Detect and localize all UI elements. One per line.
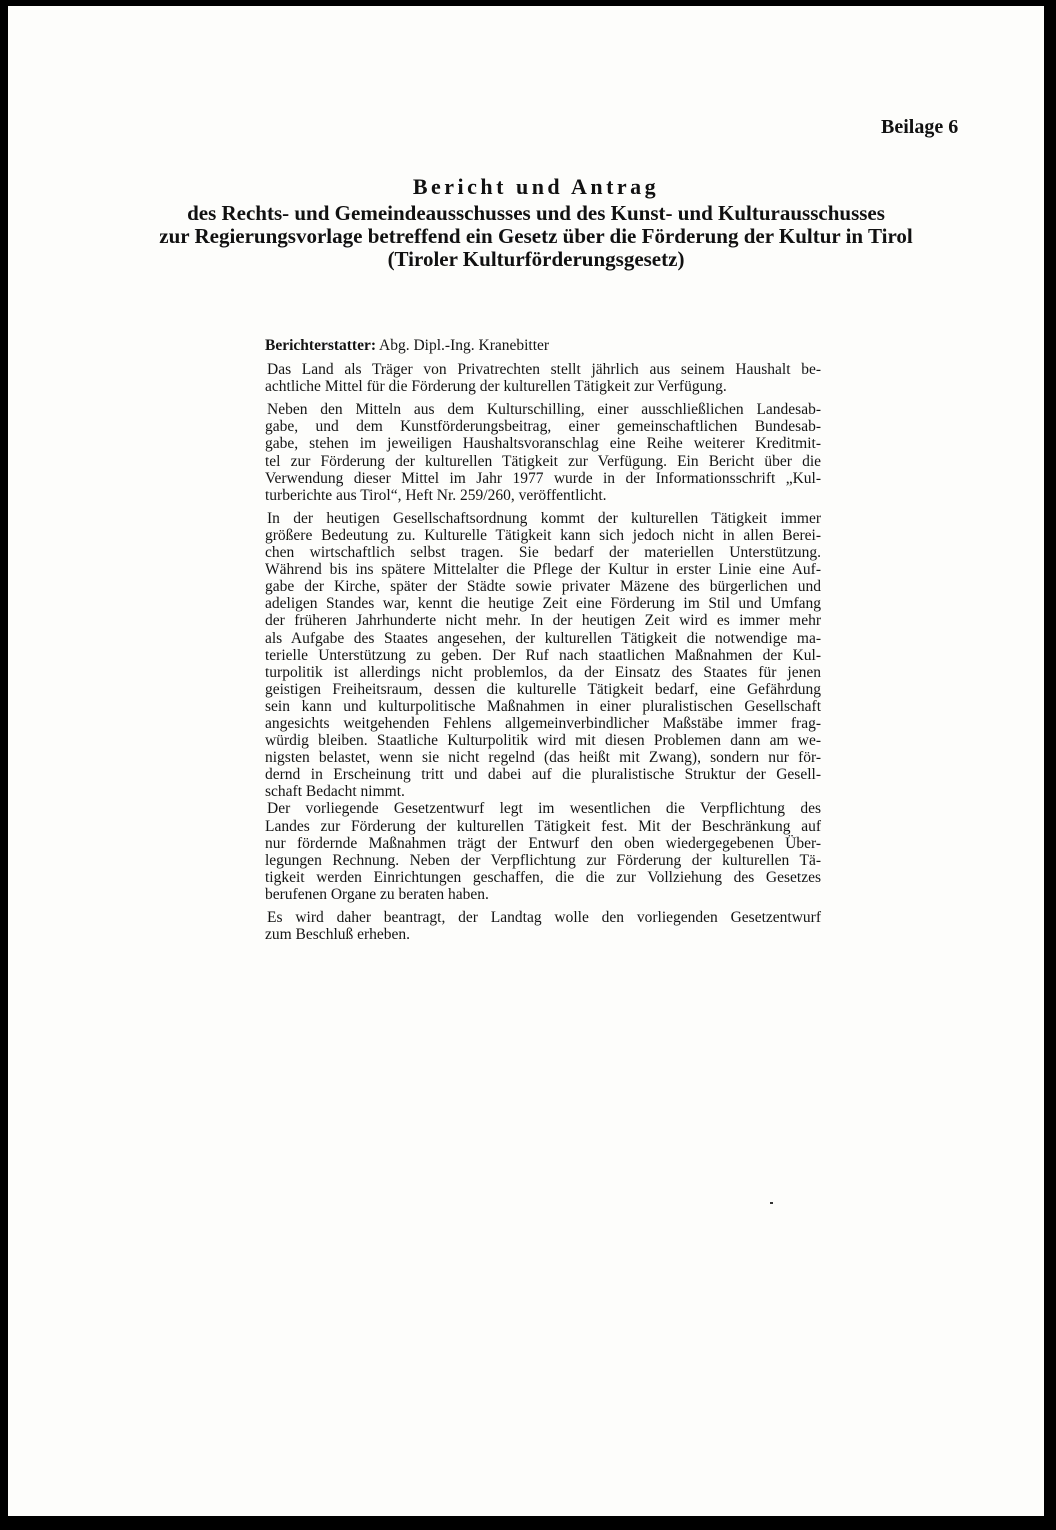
paragraph-line: nur fördernde Maßnahmen trägt der Entwurf den oben wiedergegebenen Über- bbox=[265, 834, 821, 852]
paragraph-line: Der vorliegende Gesetzentwurf legt im wesentlichen die Verpflichtung des bbox=[267, 800, 821, 818]
paragraph-4 bbox=[265, 800, 821, 903]
paragraph-line: Verwendung dieser Mittel im Jahr 1977 wurde in der Informationsschrift „Kul- bbox=[265, 469, 821, 487]
paragraph-1 bbox=[265, 361, 821, 395]
paragraph-line: Landes zur Förderung der kulturellen Tätigkeit fest. Mit der Beschränkung auf bbox=[265, 817, 821, 835]
paragraphs-container bbox=[265, 361, 821, 943]
paragraph-line: sein kann und kulturpolitische Maßnahmen in einer pluralistischen Gesellschaft bbox=[265, 697, 821, 715]
paragraph-line: chen wirtschaftlich selbst tragen. Sie bedarf der materiellen Unterstützung. bbox=[265, 544, 821, 562]
paragraph-line: legungen Rechnung. Neben der Verpflichtung zur Förderung der kulturellen Tä- bbox=[265, 851, 821, 869]
paragraph-line: tigkeit werden Einrichtungen geschaffen, die die zur Vollziehung des Gesetzes bbox=[265, 868, 821, 886]
paragraph-line: Während bis ins spätere Mittelalter die Pflege der Kultur in erster Linie eine Auf- bbox=[265, 561, 821, 579]
paragraph-line: Neben den Mitteln aus dem Kulturschilling, einer ausschließlichen Landesab- bbox=[267, 401, 821, 419]
paragraph-line: schaft Bedacht nimmt. bbox=[265, 783, 405, 801]
paragraph-3 bbox=[265, 510, 821, 801]
main-title: Bericht und Antrag bbox=[412, 174, 660, 199]
paragraph-line: tel zur Förderung der kulturellen Tätigkeit zur Verfügung. Ein Bericht über die bbox=[265, 452, 821, 470]
subtitle-line-3: (Tiroler Kulturförderungsgesetz) bbox=[387, 247, 685, 271]
paragraph-line: terielle Unterstützung zu geben. Der Ruf nach staatlichen Maßnahmen der Kul- bbox=[265, 646, 821, 664]
paragraph-line: angesichts weitgehenden Fehlens allgemeinverbindlicher Maßstäbe immer frag- bbox=[265, 714, 821, 732]
reporter-line bbox=[265, 337, 821, 354]
paragraph-line: turpolitik ist allerdings nicht problemlos, da der Einsatz des Staates für jenen bbox=[265, 663, 821, 681]
reporter-label: Berichterstatter: bbox=[265, 337, 377, 354]
paragraph-line: turberichte aus Tirol“, Heft Nr. 259/260, veröffentlicht. bbox=[265, 486, 607, 504]
body-text bbox=[265, 337, 821, 943]
paragraph-line: zum Beschluß erheben. bbox=[265, 926, 411, 944]
appendix-label: Beilage 6 bbox=[881, 116, 959, 138]
paragraph-line: größere Bedeutung zu. Kulturelle Tätigkeit kann sich jedoch nicht in allen Berei- bbox=[265, 526, 821, 544]
paragraph-line: gabe der Kirche, später der Städte sowie privater Mäzene des bürgerlichen und bbox=[265, 578, 821, 596]
paragraph-line: In der heutigen Gesellschaftsordnung kommt der kulturellen Tätigkeit immer bbox=[267, 509, 821, 527]
paragraph-line: berufenen Organe zu beraten haben. bbox=[265, 885, 489, 903]
subtitle-line-1: des Rechts- und Gemeindeausschusses und des Kunst- und Kulturausschusses bbox=[187, 201, 885, 225]
paragraph-5 bbox=[265, 909, 821, 943]
document-page bbox=[8, 6, 1044, 1516]
paragraph-2 bbox=[265, 401, 821, 504]
paragraph-line: adeligen Standes war, kennt die heutige Zeit eine Förderung im Stil und Umfang bbox=[265, 595, 821, 613]
paragraph-line: Das Land als Träger von Privatrechten stellt jährlich aus seinem Haushalt be- bbox=[267, 361, 821, 379]
paragraph-line: würdig bleiben. Staatliche Kulturpolitik wird mit diesen Problemen dann am we- bbox=[265, 732, 821, 750]
title-block bbox=[88, 172, 984, 271]
paragraph-line: achtliche Mittel für die Förderung der kulturellen Tätigkeit zur Verfügung. bbox=[265, 378, 727, 396]
paragraph-line: Es wird daher beantragt, der Landtag wolle den vorliegenden Gesetzentwurf bbox=[267, 909, 821, 926]
paragraph-line: geistigen Freiheitsraum, dessen die kulturelle Tätigkeit bedarf, eine Gefährdung bbox=[265, 680, 821, 698]
paragraph-line: gabe, stehen im jeweiligen Haushaltsvoranschlag eine Reihe weiterer Kreditmit- bbox=[265, 435, 821, 453]
paragraph-line: gabe, und dem Kunstförderungsbeitrag, einer gemeinschaftlichen Bundesab- bbox=[265, 418, 821, 436]
paragraph-line: der früheren Jahrhunderte nicht mehr. In der heutigen Zeit wird es immer mehr bbox=[265, 612, 821, 630]
scan-speck bbox=[770, 1202, 773, 1204]
reporter-name: Abg. Dipl.-Ing. Kranebitter bbox=[379, 337, 550, 354]
paragraph-line: als Aufgabe des Staates angesehen, der kulturellen Tätigkeit die notwendige ma- bbox=[265, 629, 821, 647]
paragraph-line: nigsten belastet, wenn sie nicht regelnd (das heißt mit Zwang), sondern nur för- bbox=[265, 749, 821, 767]
subtitle-line-2: zur Regierungsvorlage betreffend ein Gesetz über die Förderung der Kultur in Tirol bbox=[159, 224, 913, 248]
paragraph-line: dernd in Erscheinung tritt und dabei auf die pluralistische Struktur der Gesell- bbox=[265, 766, 821, 784]
